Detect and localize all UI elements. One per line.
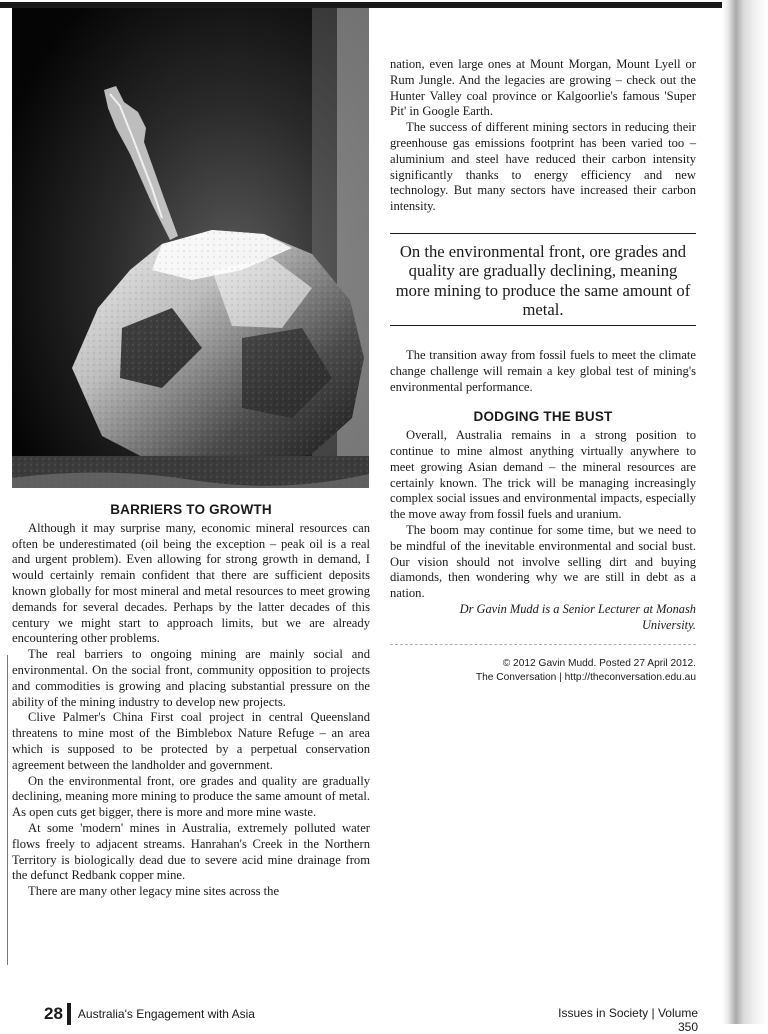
body-paragraph: Clive Palmer's China First coal project in central Queensland threatens to mine most of the Bimblebox Nature Refuge – an area which is supposed to be protected by a perpetual conservation agreement between the landholder and government. [12, 710, 370, 772]
divider [390, 644, 696, 645]
body-paragraph: The transition away from fossil fuels to meet the climate change challenge will remain a key global test of mining's environmental performance. [390, 347, 696, 394]
margin-mark [7, 655, 8, 965]
source-line: The Conversation | http://theconversation.edu.au [475, 671, 696, 683]
page-number-bar [67, 1003, 71, 1025]
left-column [12, 502, 370, 900]
pull-quote: On the environmental front, ore grades and quality are gradually declining, meaning more mining to produce the same amount of metal. [390, 233, 696, 326]
scan-edge-shadow [722, 0, 768, 1024]
book-title: Australia's Engagement with Asia [77, 1007, 255, 1021]
body-paragraph: Overall, Australia remains in a strong position to continue to mine almost anything virtually anywhere to meet growing Asian demand – the mineral resources are certainly known. The trick will be managing increasingly complex social issues and environmental impacts, especially the move away from fossil fuels and uranium. [390, 428, 696, 522]
page-number: 28 [44, 1004, 63, 1023]
body-paragraph: The real barriers to ongoing mining are mainly social and environmental. On the social front, community opposition to projects and commodities is growing and placing substantial pressure on the ability of the mining industry to develop new projects. [12, 647, 370, 709]
author-byline: Dr Gavin Mudd is a Senior Lecturer at Monash University. [459, 601, 696, 632]
body-paragraph: There are many other legacy mine sites across the [28, 884, 280, 899]
rock-mineral-specimen-photo [12, 8, 369, 488]
body-paragraph: The boom may continue for some time, but we need to be mindful of the inevitable environmental and social bust. Our vision should not involve selling dirt and buying diamonds, then wondering why we are still in debt as a nation. [390, 522, 696, 601]
body-paragraph: On the environmental front, ore grades and quality are gradually declining, meaning more mining to produce the same amount of metal. As open cuts get bigger, there is more and more mine waste. [12, 773, 370, 820]
body-paragraph-continuation: nation, even large ones at Mount Morgan, Mount Lyell or Rum Jungle. And the legacies are growing – check out the Hunter Valley coal province or Kalgoorlie's famous 'Super Pit' in Google Earth. [390, 57, 696, 119]
footer-left [44, 1003, 255, 1025]
body-paragraph: The success of different mining sectors in reducing their greenhouse gas emissions footprint has been varied too – aluminium and steel have reduced their carbon intensity significantly thanks to energy efficiency and new technology. But many sectors have increased their carbon intensity. [390, 120, 696, 214]
section-heading-barriers: BARRIERS TO GROWTH [110, 502, 272, 517]
body-paragraph: Although it may surprise many, economic mineral resources can often be underestimated (oil being the exception – peak oil is a real and urgent problem). Even allowing for strong growth in demand, I would certainly remain confident that there are sufficient deposits known globally for most mineral and metal resources to meet growing demands for several decades. Perhaps by the latter decades of this century we might start to approach limits, but we are already encountering other problems. [12, 520, 370, 646]
right-column [390, 57, 696, 685]
copyright-line: © 2012 Gavin Mudd. Posted 27 April 2012. [502, 657, 696, 669]
body-paragraph: At some 'modern' mines in Australia, extremely polluted water flows freely to adjacent streams. Hanrahan's Creek in the Northern Territory is biologically dead due to severe acid mine drainage from the defunct Redbank copper mine. [12, 820, 370, 883]
section-heading-dodging: DODGING THE BUST [473, 409, 613, 425]
series-volume: Issues in Society | Volume 350 [558, 1006, 698, 1034]
